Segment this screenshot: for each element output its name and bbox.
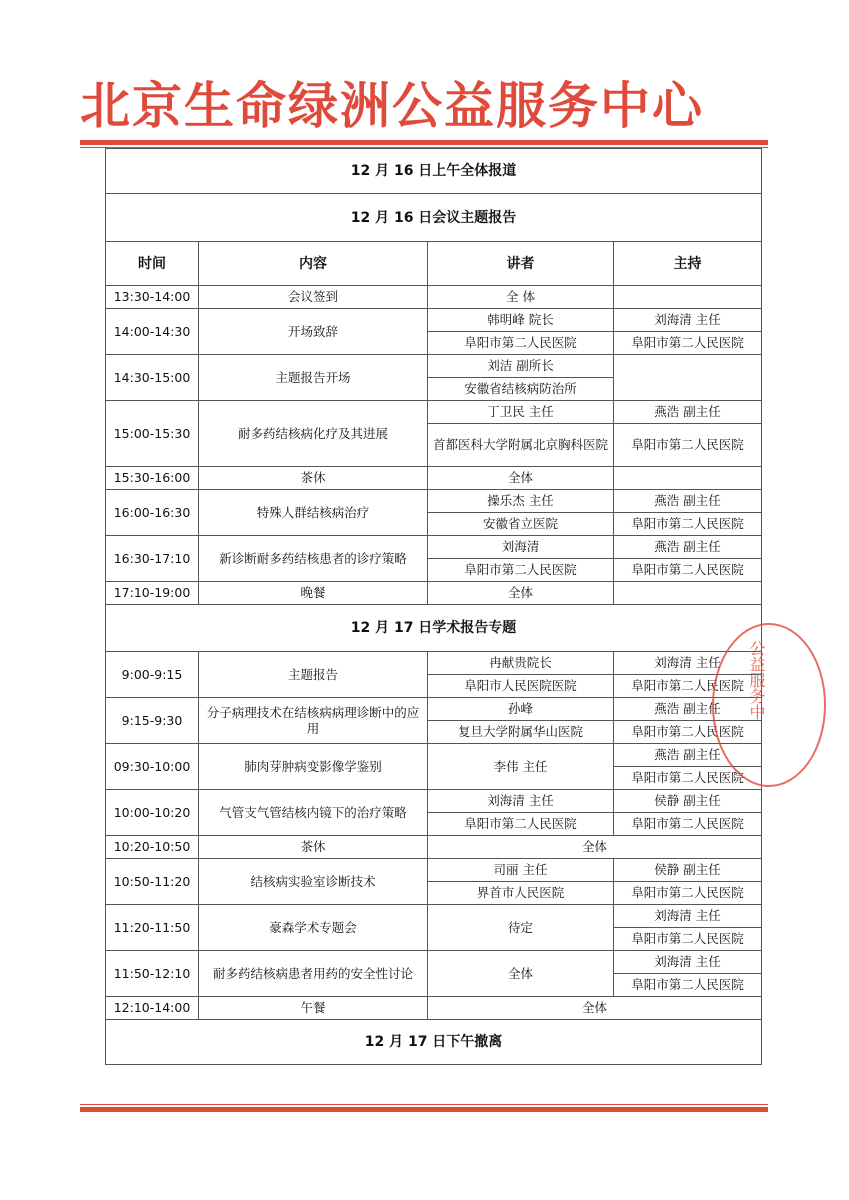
time-cell: 9:00-9:15 <box>106 652 199 698</box>
speaker-cell: 全体 <box>428 997 762 1020</box>
time-cell: 13:30-14:00 <box>106 286 199 309</box>
header-divider-thick <box>80 140 768 145</box>
speaker-cell: 韩明峰 院长 <box>428 309 614 332</box>
content-cell: 豪森学术专题会 <box>199 905 428 951</box>
table-row <box>106 859 762 882</box>
column-header-content: 内容 <box>199 242 428 286</box>
host-cell: 侯静 副主任 <box>614 859 762 882</box>
host-cell: 侯静 副主任 <box>614 790 762 813</box>
host-cell <box>614 286 762 309</box>
column-header-speaker: 讲者 <box>428 242 614 286</box>
host-cell: 刘海清 主任 <box>614 652 762 675</box>
speaker-cell: 刘海清 主任 <box>428 790 614 813</box>
table-row <box>106 836 762 859</box>
speaker-cell: 丁卫民 主任 <box>428 401 614 424</box>
speaker-cell: 全体 <box>428 467 614 490</box>
footer-divider-thick <box>80 1107 768 1112</box>
speaker-cell: 刘海清 <box>428 536 614 559</box>
content-cell: 特殊人群结核病治疗 <box>199 490 428 536</box>
time-cell: 11:20-11:50 <box>106 905 199 951</box>
content-cell: 耐多药结核病患者用药的安全性讨论 <box>199 951 428 997</box>
speaker-org-cell: 阜阳市第二人民医院 <box>428 813 614 836</box>
table-row <box>106 355 762 378</box>
section-heading: 12 月 17 日学术报告专题 <box>106 605 762 652</box>
content-cell: 主题报告 <box>199 652 428 698</box>
host-org-cell: 阜阳市第二人民医院 <box>614 882 762 905</box>
content-cell: 结核病实验室诊断技术 <box>199 859 428 905</box>
content-cell: 主题报告开场 <box>199 355 428 401</box>
speaker-cell: 刘洁 副所长 <box>428 355 614 378</box>
column-header-host: 主持 <box>614 242 762 286</box>
host-org-cell: 阜阳市第二人民医院 <box>614 721 762 744</box>
content-cell: 茶休 <box>199 836 428 859</box>
time-cell: 10:50-11:20 <box>106 859 199 905</box>
time-cell: 15:00-15:30 <box>106 401 199 467</box>
time-cell: 11:50-12:10 <box>106 951 199 997</box>
speaker-cell: 孙峰 <box>428 698 614 721</box>
host-cell: 燕浩 副主任 <box>614 401 762 424</box>
table-row <box>106 744 762 767</box>
speaker-cell: 待定 <box>428 905 614 951</box>
host-org-cell: 阜阳市第二人民医院 <box>614 928 762 951</box>
host-cell: 燕浩 副主任 <box>614 698 762 721</box>
time-cell: 14:30-15:00 <box>106 355 199 401</box>
content-cell: 气管支气管结核内镜下的治疗策略 <box>199 790 428 836</box>
speaker-org-cell: 阜阳市人民医院医院 <box>428 675 614 698</box>
speaker-cell: 全 体 <box>428 286 614 309</box>
host-cell: 燕浩 副主任 <box>614 536 762 559</box>
speaker-org-cell: 首都医科大学附属北京胸科医院 <box>428 424 614 467</box>
host-org-cell: 阜阳市第二人民医院 <box>614 513 762 536</box>
host-cell: 燕浩 副主任 <box>614 744 762 767</box>
table-row <box>106 582 762 605</box>
table-row <box>106 401 762 424</box>
host-org-cell: 阜阳市第二人民医院 <box>614 559 762 582</box>
time-cell: 15:30-16:00 <box>106 467 199 490</box>
speaker-org-cell: 复旦大学附属华山医院 <box>428 721 614 744</box>
schedule-table <box>105 148 762 1065</box>
speaker-org-cell: 阜阳市第二人民医院 <box>428 559 614 582</box>
column-header-time: 时间 <box>106 242 199 286</box>
host-cell <box>614 355 762 401</box>
speaker-cell: 全体 <box>428 582 614 605</box>
speaker-cell: 李伟 主任 <box>428 744 614 790</box>
official-seal-text: 公益服务中 <box>747 640 766 720</box>
content-cell: 茶休 <box>199 467 428 490</box>
content-cell: 新诊断耐多药结核患者的诊疗策略 <box>199 536 428 582</box>
table-row <box>106 652 762 675</box>
time-cell: 10:20-10:50 <box>106 836 199 859</box>
content-cell: 分子病理技术在结核病病理诊断中的应用 <box>199 698 428 744</box>
organization-title: 北京生命绿洲公益服务中心 <box>80 77 704 135</box>
speaker-cell: 全体 <box>428 951 614 997</box>
speaker-cell: 操乐杰 主任 <box>428 490 614 513</box>
host-cell <box>614 467 762 490</box>
table-row <box>106 286 762 309</box>
time-cell: 09:30-10:00 <box>106 744 199 790</box>
footer-divider-thin <box>80 1104 768 1105</box>
content-cell: 晚餐 <box>199 582 428 605</box>
section-heading: 12 月 17 日下午撤离 <box>106 1020 762 1065</box>
time-cell: 16:30-17:10 <box>106 536 199 582</box>
time-cell: 14:00-14:30 <box>106 309 199 355</box>
section-heading: 12 月 16 日会议主题报告 <box>106 194 762 242</box>
host-org-cell: 阜阳市第二人民医院 <box>614 813 762 836</box>
content-cell: 会议签到 <box>199 286 428 309</box>
time-cell: 12:10-14:00 <box>106 997 199 1020</box>
table-row <box>106 490 762 513</box>
host-org-cell: 阜阳市第二人民医院 <box>614 424 762 467</box>
host-org-cell: 阜阳市第二人民医院 <box>614 974 762 997</box>
content-cell: 肺肉芽肿病变影像学鉴别 <box>199 744 428 790</box>
content-cell: 午餐 <box>199 997 428 1020</box>
speaker-cell: 全体 <box>428 836 762 859</box>
time-cell: 17:10-19:00 <box>106 582 199 605</box>
section-heading: 12 月 16 日上午全体报道 <box>106 149 762 194</box>
content-cell: 耐多药结核病化疗及其进展 <box>199 401 428 467</box>
speaker-org-cell: 安徽省结核病防治所 <box>428 378 614 401</box>
table-row <box>106 698 762 721</box>
host-cell: 燕浩 副主任 <box>614 490 762 513</box>
speaker-org-cell: 界首市人民医院 <box>428 882 614 905</box>
host-org-cell: 阜阳市第二人民医院 <box>614 332 762 355</box>
table-row <box>106 536 762 559</box>
table-row <box>106 951 762 974</box>
table-row <box>106 790 762 813</box>
time-cell: 16:00-16:30 <box>106 490 199 536</box>
time-cell: 9:15-9:30 <box>106 698 199 744</box>
table-row <box>106 467 762 490</box>
speaker-org-cell: 安徽省立医院 <box>428 513 614 536</box>
table-row <box>106 905 762 928</box>
host-cell: 刘海清 主任 <box>614 309 762 332</box>
time-cell: 10:00-10:20 <box>106 790 199 836</box>
host-org-cell: 阜阳市第二人民医院 <box>614 675 762 698</box>
host-org-cell: 阜阳市第二人民医院 <box>614 767 762 790</box>
speaker-org-cell: 阜阳市第二人民医院 <box>428 332 614 355</box>
host-cell <box>614 582 762 605</box>
speaker-cell: 冉献贵院长 <box>428 652 614 675</box>
table-row <box>106 309 762 332</box>
speaker-cell: 司丽 主任 <box>428 859 614 882</box>
content-cell: 开场致辞 <box>199 309 428 355</box>
host-cell: 刘海清 主任 <box>614 905 762 928</box>
host-cell: 刘海清 主任 <box>614 951 762 974</box>
table-row <box>106 997 762 1020</box>
